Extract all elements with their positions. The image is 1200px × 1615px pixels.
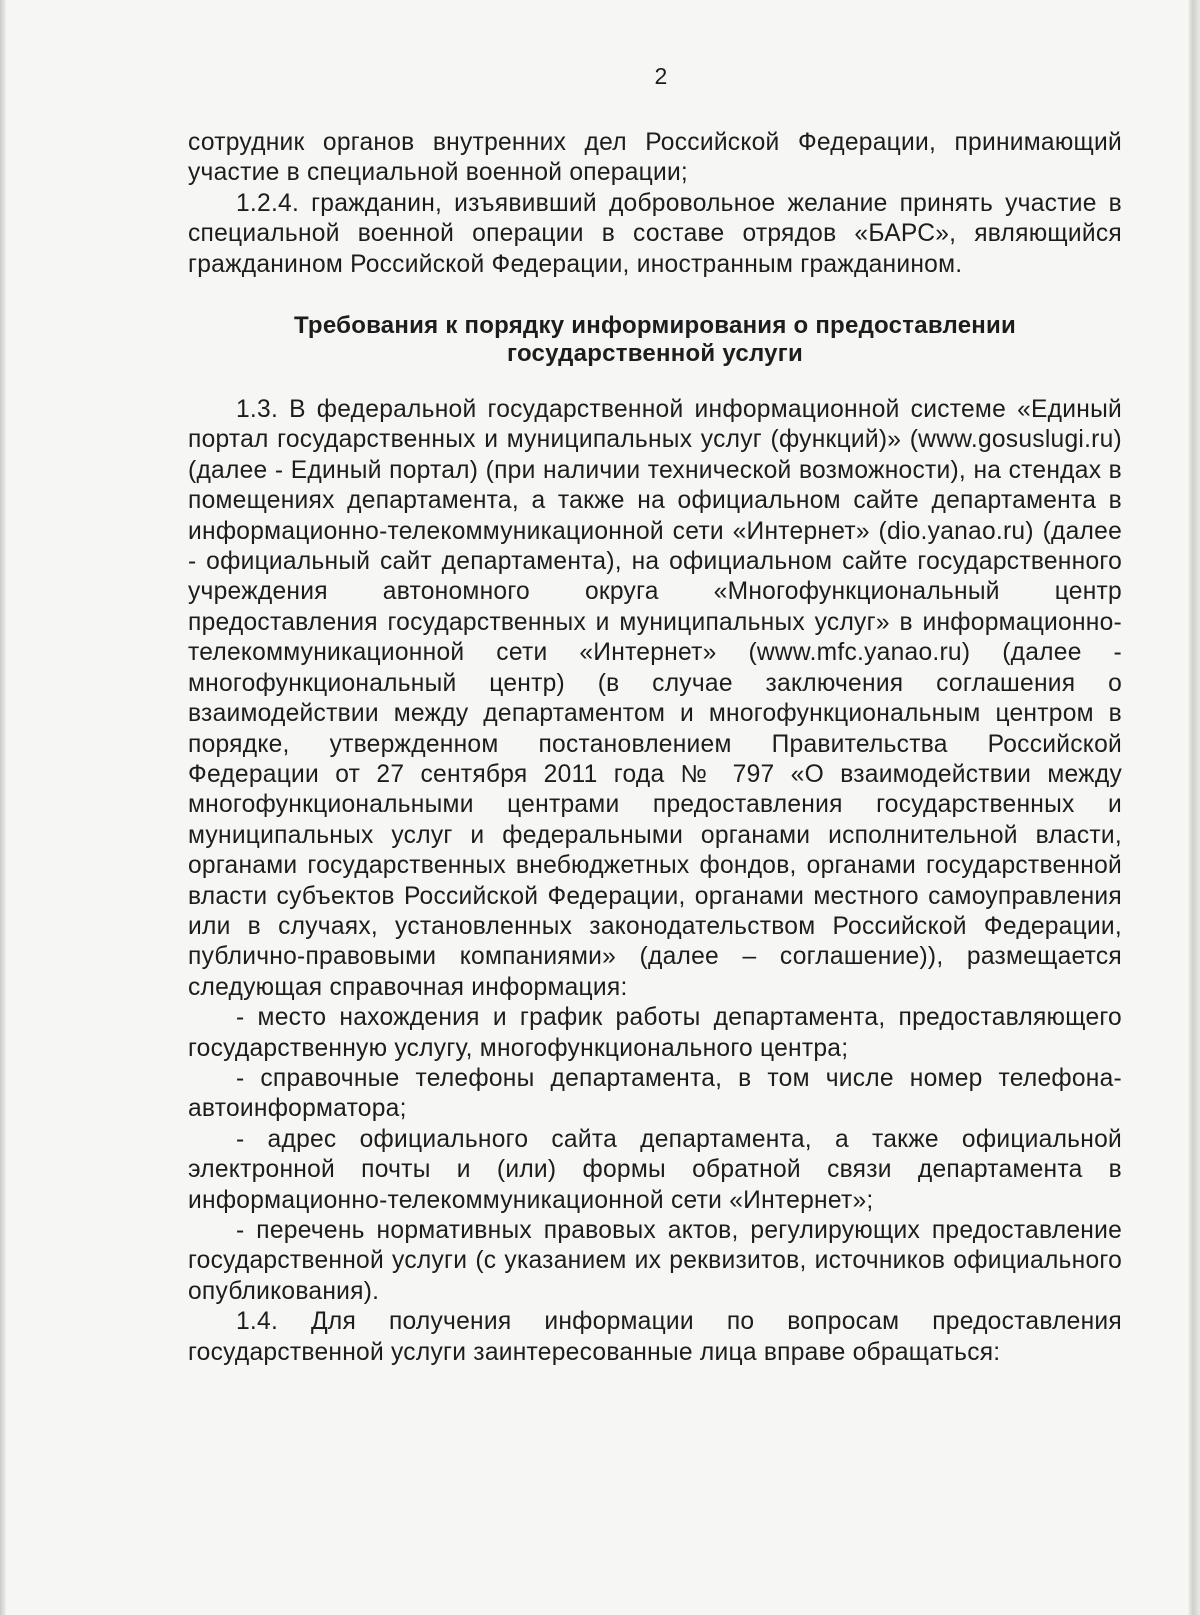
list-item-website: - адрес официального сайта департамента, а также официальной электронной почты и (или) формы обратной связи департамента в информационно-телекоммуникационной сети «Интернет»;: [188, 1125, 1122, 1214]
list-item-legal-acts: - перечень нормативных правовых актов, регулирующих предоставление государственной услуги (с указанием их реквизитов, источников официального опубликования).: [188, 1217, 1122, 1305]
paragraph-1-4: 1.4. Для получения информации по вопросам предоставления государственной услуги заинтересованные лица вправе обращаться:: [188, 1308, 1122, 1366]
paragraph-1-3: 1.3. В федеральной государственной информационной системе «Единый портал государственных и муниципальных услуг (функций)» (www.gosuslugi.ru) (далее - Единый портал) (при наличии технической возможности), на стендах в помещениях департамента, а также на официальном сайте департамента в информационно-телекоммуникационной сети «Интернет» (dio.yanao.ru) (далее - официальный сайт департамента), на официальном сайте государственного учреждения автономного округа «Многофункциональный центр предоставления государственных и муниципальных услуг» в информационно-телекоммуникационной сети «Интернет» (www.mfc.yanao.ru) (далее - многофункциональный центр) (в случае заключения соглашения о взаимодействии между департаментом и многофункциональным центром в порядке, утвержденном постановлением Правительства Российской Федерации от 27 сентября 2011 года № 797 «О взаимодействии между многофункциональными центрами предоставления государственных и муниципальных услуг и федеральными органами исполнительной власти, органами государственных внебюджетных фондов, органами государственной власти субъектов Российской Федерации, органами местного самоуправления или в случаях, установленных законодательством Российской Федерации, публично-правовыми компаниями» (далее – соглашение)), размещается следующая справочная информация:: [188, 396, 1122, 1001]
list-item-location: - место нахождения и график работы департамента, предоставляющего государственную услугу, многофункционального центра;: [188, 1004, 1122, 1062]
section-heading: Требования к порядку информирования о предоставлении государственной услуги: [293, 312, 1017, 368]
list-item-phones: - справочные телефоны департамента, в том числе номер телефона-автоинформатора;: [188, 1064, 1122, 1123]
document-page: [188, 62, 1122, 1368]
page-number: 2: [654, 63, 668, 89]
scan-edge-left: [0, 0, 6, 1615]
scan-edge-right: [1188, 0, 1200, 1615]
paragraph-1-2-4: 1.2.4. гражданин, изъявивший добровольное желание принять участие в специальной военной операции в составе отрядов «БАРС», являющийся гражданином Российской Федерации, иностранным гражданином.: [188, 189, 1122, 278]
paragraph-continued: сотрудник органов внутренних дел Российской Федерации, принимающий участие в специальной военной операции;: [188, 129, 1122, 187]
